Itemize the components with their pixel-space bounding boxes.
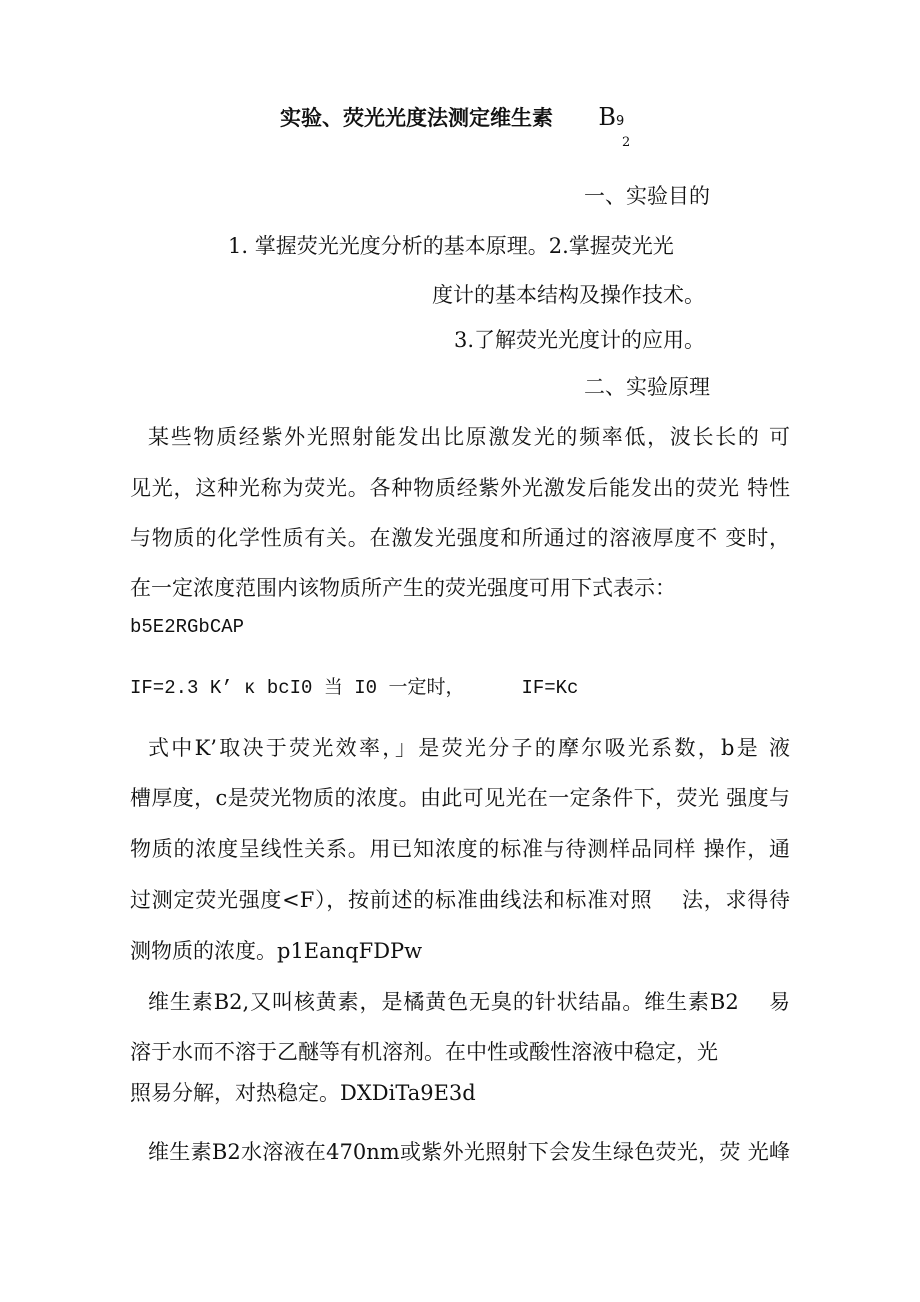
paragraph-line: 见光，这种光称为荧光。各种物质经紫外光激发后能发出的荧光 特性 (130, 476, 790, 500)
paragraph-line: 某些物质经紫外光照射能发出比原激发光的频率低，波长长的 可 (148, 425, 790, 449)
paragraph-line: 式中K’取决于荧光效率，」是荧光分子的摩尔吸光系数，b是 液 (148, 736, 790, 760)
section-heading-2: 二、实验原理 (584, 375, 710, 399)
title-sub: 2 (622, 135, 631, 150)
paragraph-line: 与物质的化学性质有关。在激发光强度和所通过的溶液厚度不 变时， (130, 526, 790, 550)
paragraph-line: 在一定浓度范围内该物质所产生的荧光强度可用下式表示： (130, 576, 676, 600)
formula: IF=2.3 K’ κ bcI0 当 I0 一定时， IF=Kc (130, 677, 579, 699)
paragraph-line: 过测定荧光强度<F），按前述的标准曲线法和标准对照 法，求得待 (130, 888, 790, 912)
section-heading-1: 一、实验目的 (584, 184, 710, 208)
objective-line: 度计的基本结构及操作技术。 (432, 283, 705, 307)
objective-line: 1. 掌握荧光光度分析的基本原理。2.掌握荧光光 (228, 234, 674, 258)
title-b: B (598, 103, 616, 131)
paragraph-line: 槽厚度，c是荧光物质的浓度。由此可见光在一定条件下，荧光 强度与 (130, 786, 790, 810)
title-sup: 9 (615, 114, 625, 129)
paragraph-line: 测物质的浓度。p1EanqFDPw (130, 939, 423, 963)
paragraph-line: 物质的浓度呈线性关系。用已知浓度的标准与待测样品同样 操作，通 (130, 837, 790, 861)
title-text: 实验、荧光光度法测定维生素 (280, 106, 553, 130)
document-title (280, 104, 624, 135)
paragraph-line: 溶于水而不溶于乙醚等有机溶剂。在中性或酸性溶液中稳定，光 (130, 1040, 718, 1064)
code-text: b5E2RGbCAP (130, 616, 245, 638)
paragraph-line: 照易分解，对热稳定。DXDiTa9E3d (130, 1081, 476, 1105)
objective-line: 3.了解荧光光度计的应用。 (454, 328, 706, 352)
paragraph-line: 维生素B2,又叫核黄素，是橘黄色无臭的针状结晶。维生素B2 易 (148, 990, 790, 1014)
paragraph-line: 维生素B2水溶液在470nm或紫外光照射下会发生绿色荧光，荧 光峰 (148, 1140, 790, 1164)
